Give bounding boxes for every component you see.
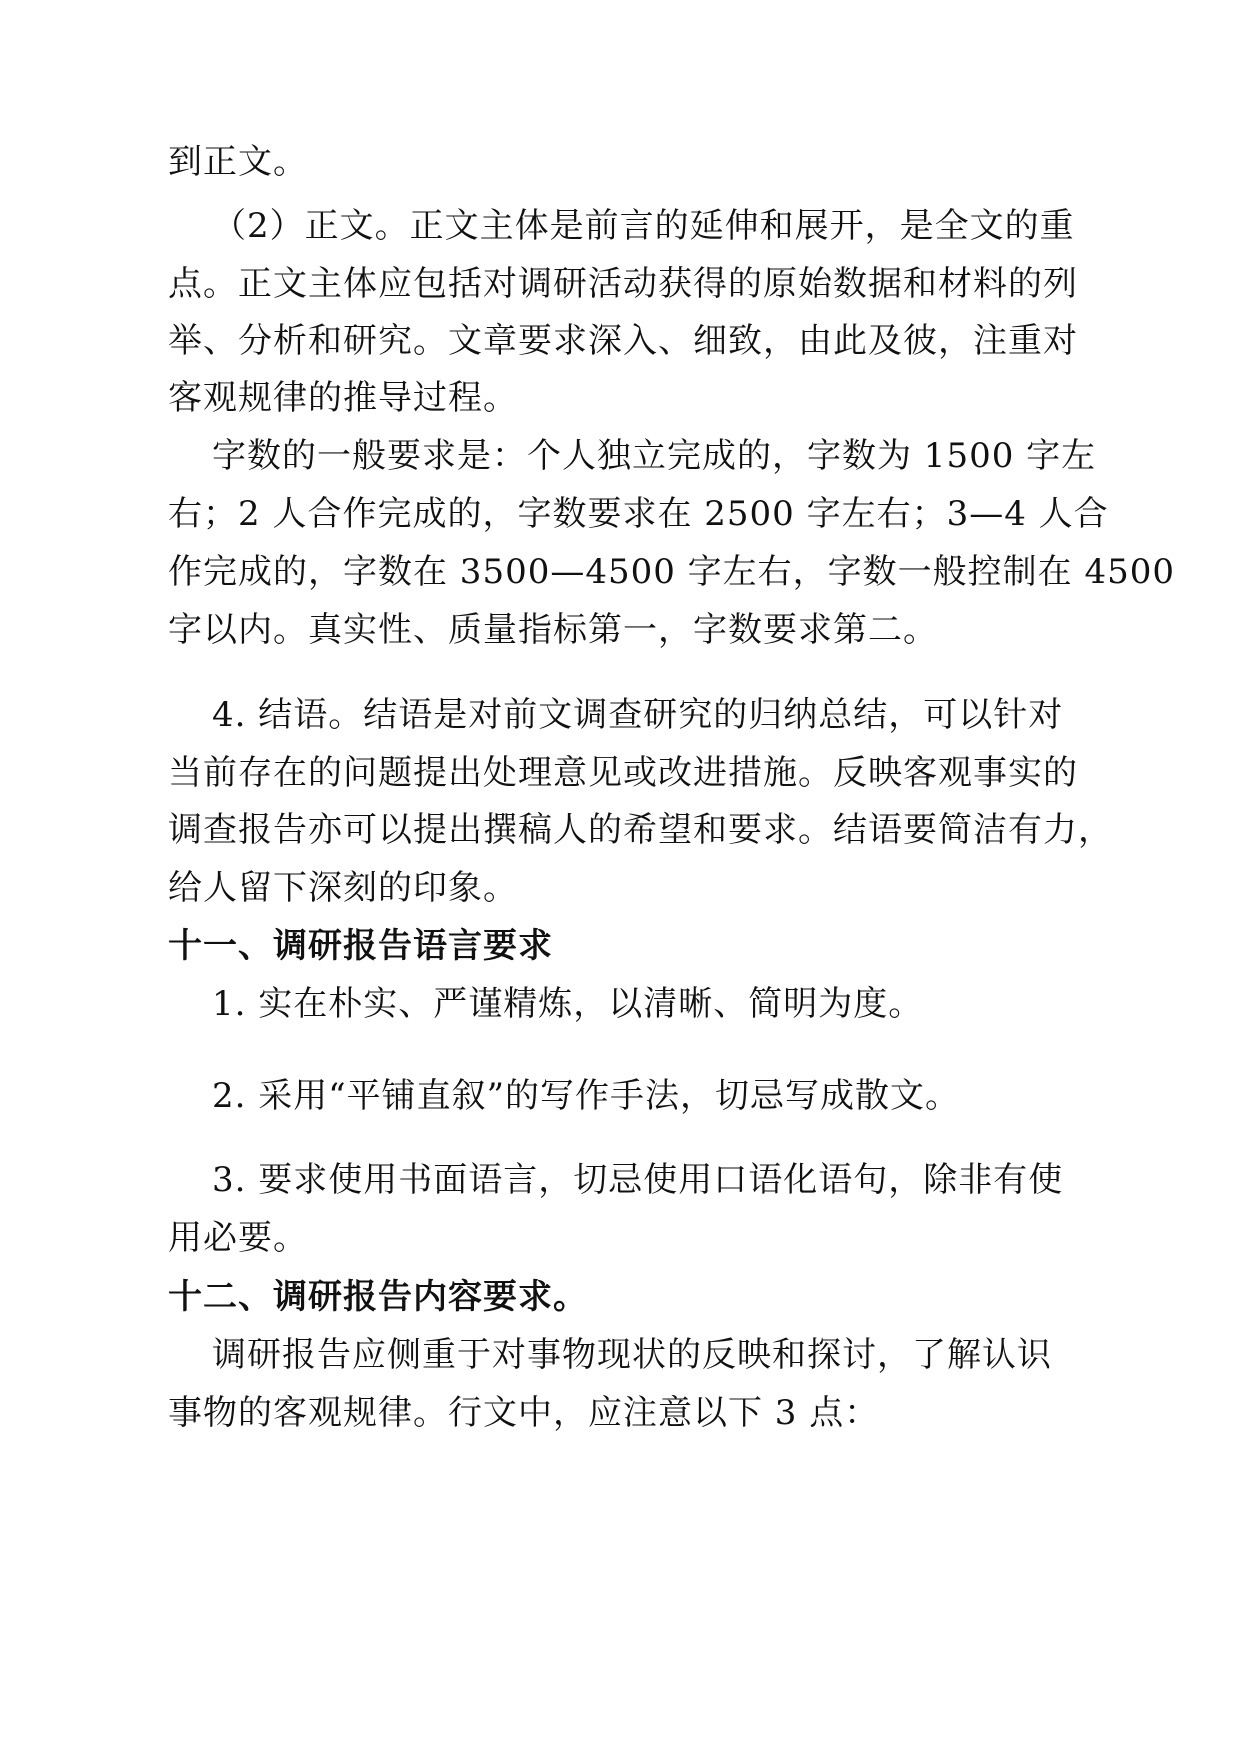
text-line-content: 调研报告应侧重于对事物现状的反映和探讨，了解认识 xyxy=(212,1335,1052,1375)
text-line-content: 到正文。 xyxy=(168,142,308,182)
list-item-text: 3. 要求使用书面语言，切忌使用口语化语句，除非有使 xyxy=(212,1160,1064,1200)
text-line xyxy=(0,482,1241,547)
text-line xyxy=(0,798,1241,863)
text-line-content: 字数的一般要求是：个人独立完成的，字数为 1500 字左 xyxy=(212,436,1097,476)
text-line-content: 作完成的，字数在 3500—4500 字左右，字数一般控制在 4500 xyxy=(168,552,1176,592)
text-line xyxy=(0,424,1241,489)
text-line xyxy=(0,1381,1241,1446)
text-line xyxy=(0,1323,1241,1388)
text-line xyxy=(0,683,1241,748)
text-line-content: 事物的客观规律。行文中，应注意以下 3 点： xyxy=(168,1393,880,1433)
text-line xyxy=(0,598,1241,663)
text-line xyxy=(0,856,1241,921)
text-line xyxy=(0,252,1241,317)
text-line xyxy=(0,130,1241,195)
section-heading xyxy=(0,1265,1241,1330)
list-item-text: 2. 采用“平铺直叙”的写作手法，切忌写成散文。 xyxy=(212,1076,961,1116)
text-line xyxy=(0,194,1241,259)
text-line xyxy=(0,540,1241,605)
text-line xyxy=(0,309,1241,374)
text-line xyxy=(0,741,1241,806)
text-line-content: 点。正文主体应包括对调研活动获得的原始数据和材料的列 xyxy=(168,264,1078,304)
list-item-text: 1. 实在朴实、严谨精炼，以清晰、简明为度。 xyxy=(212,984,924,1024)
text-line-content: 字以内。真实性、质量指标第一，字数要求第二。 xyxy=(168,610,938,650)
list-item xyxy=(0,1064,1241,1129)
section-heading xyxy=(0,914,1241,979)
text-line xyxy=(0,1206,1241,1271)
text-line-content: 给人留下深刻的印象。 xyxy=(168,868,518,908)
list-item xyxy=(0,1148,1241,1213)
text-line-content: 4. 结语。结语是对前文调查研究的归纳总结，可以针对 xyxy=(212,695,1064,735)
text-line-content: 举、分析和研究。文章要求深入、细致，由此及彼，注重对 xyxy=(168,321,1078,361)
text-line-content: 客观规律的推导过程。 xyxy=(168,378,518,418)
text-line-content: 用必要。 xyxy=(168,1218,308,1258)
section-heading-text: 十二、调研报告内容要求。 xyxy=(168,1277,588,1317)
text-line-content: 右；2 人合作完成的，字数要求在 2500 字左右；3—4 人合 xyxy=(168,494,1109,534)
section-heading-text: 十一、调研报告语言要求 xyxy=(168,926,553,966)
text-line-content: （2）正文。正文主体是前言的延伸和展开，是全文的重 xyxy=(212,206,1075,246)
text-line xyxy=(0,366,1241,431)
text-line-content: 调查报告亦可以提出撰稿人的希望和要求。结语要简洁有力， xyxy=(168,810,1113,850)
list-item xyxy=(0,972,1241,1037)
text-line-content: 当前存在的问题提出处理意见或改进措施。反映客观事实的 xyxy=(168,753,1078,793)
